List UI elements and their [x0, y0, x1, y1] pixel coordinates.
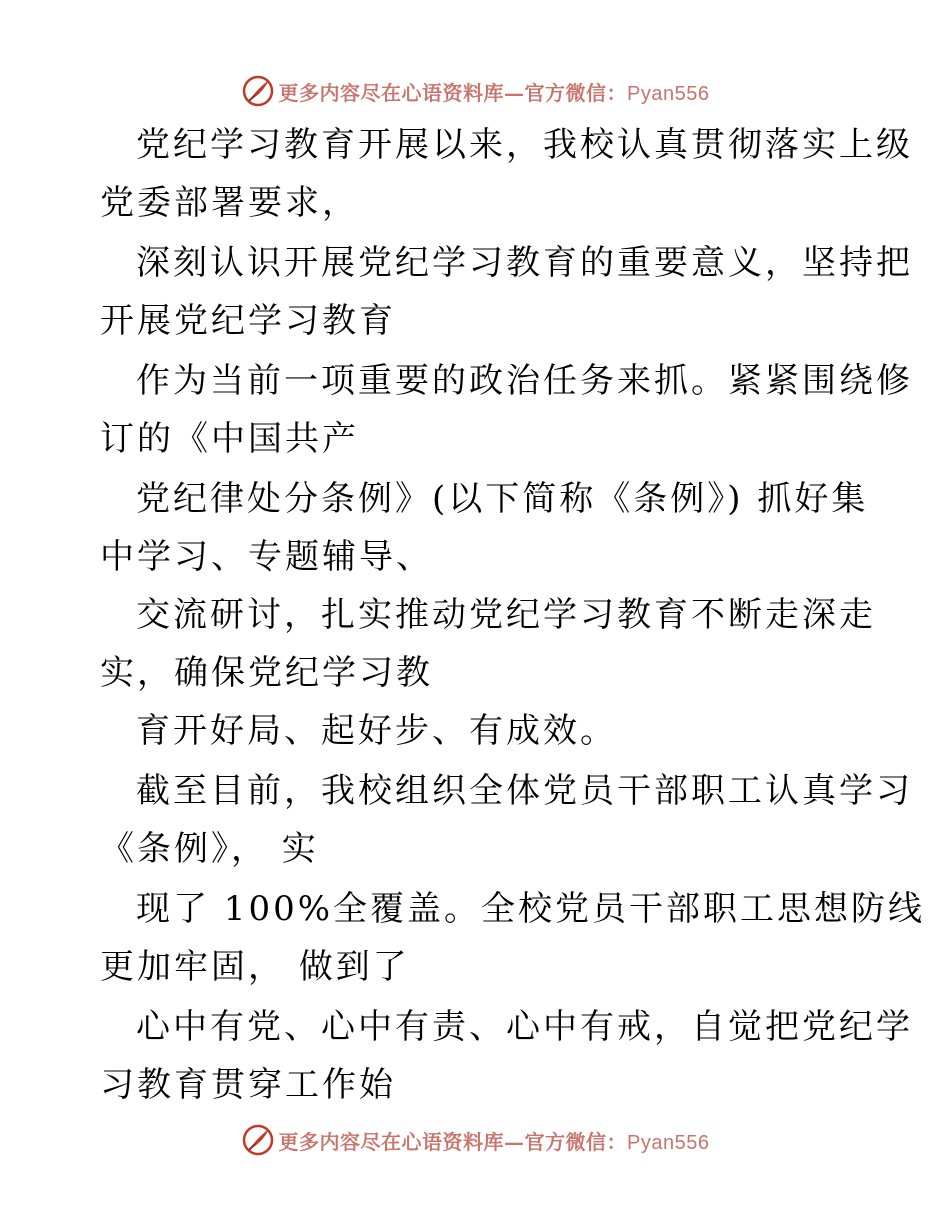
body-line: 交流研讨，扎实推动党纪学习教育不断走深走	[136, 595, 876, 635]
body-line: 党委部署要求，	[100, 183, 359, 223]
body-line: 《条例》， 实	[100, 829, 319, 869]
feather-pen-logo-icon	[241, 1123, 275, 1157]
footer-handle: Pyan556	[627, 1131, 710, 1154]
header-text: 更多内容尽在心语资料库—官方微信：Pyan556	[278, 80, 710, 105]
footer-banner	[0, 1123, 950, 1157]
body-line: 中学习、专题辅导、	[100, 537, 433, 577]
body-line: 订的《中国共产	[100, 419, 359, 459]
body-line: 现了 100%全覆盖。全校党员干部职工思想防线	[136, 889, 926, 929]
feather-pen-logo-icon	[241, 74, 275, 108]
body-line: 实，确保党纪学习教	[100, 653, 433, 693]
body-line: 截至目前，我校组织全体党员干部职工认真学习	[136, 771, 913, 811]
header-banner	[0, 74, 950, 108]
body-line: 党纪律处分条例》(以下简称《条例》) 抓好集	[136, 479, 869, 519]
header-handle: Pyan556	[627, 82, 710, 105]
body-line: 习教育贯穿工作始	[100, 1065, 396, 1105]
body-line: 开展党纪学习教育	[100, 301, 396, 341]
body-line: 育开好局、起好步、有成效。	[136, 711, 617, 751]
body-line: 更加牢固， 做到了	[100, 947, 410, 987]
body-line: 党纪学习教育开展以来，我校认真贯彻落实上级	[136, 125, 913, 165]
body-line: 深刻认识开展党纪学习教育的重要意义，坚持把	[136, 243, 913, 283]
body-line: 作为当前一项重要的政治任务来抓。紧紧围绕修	[136, 361, 913, 401]
body-line: 心中有党、心中有责、心中有戒，自觉把党纪学	[136, 1007, 913, 1047]
footer-text: 更多内容尽在心语资料库—官方微信：Pyan556	[278, 1129, 710, 1154]
